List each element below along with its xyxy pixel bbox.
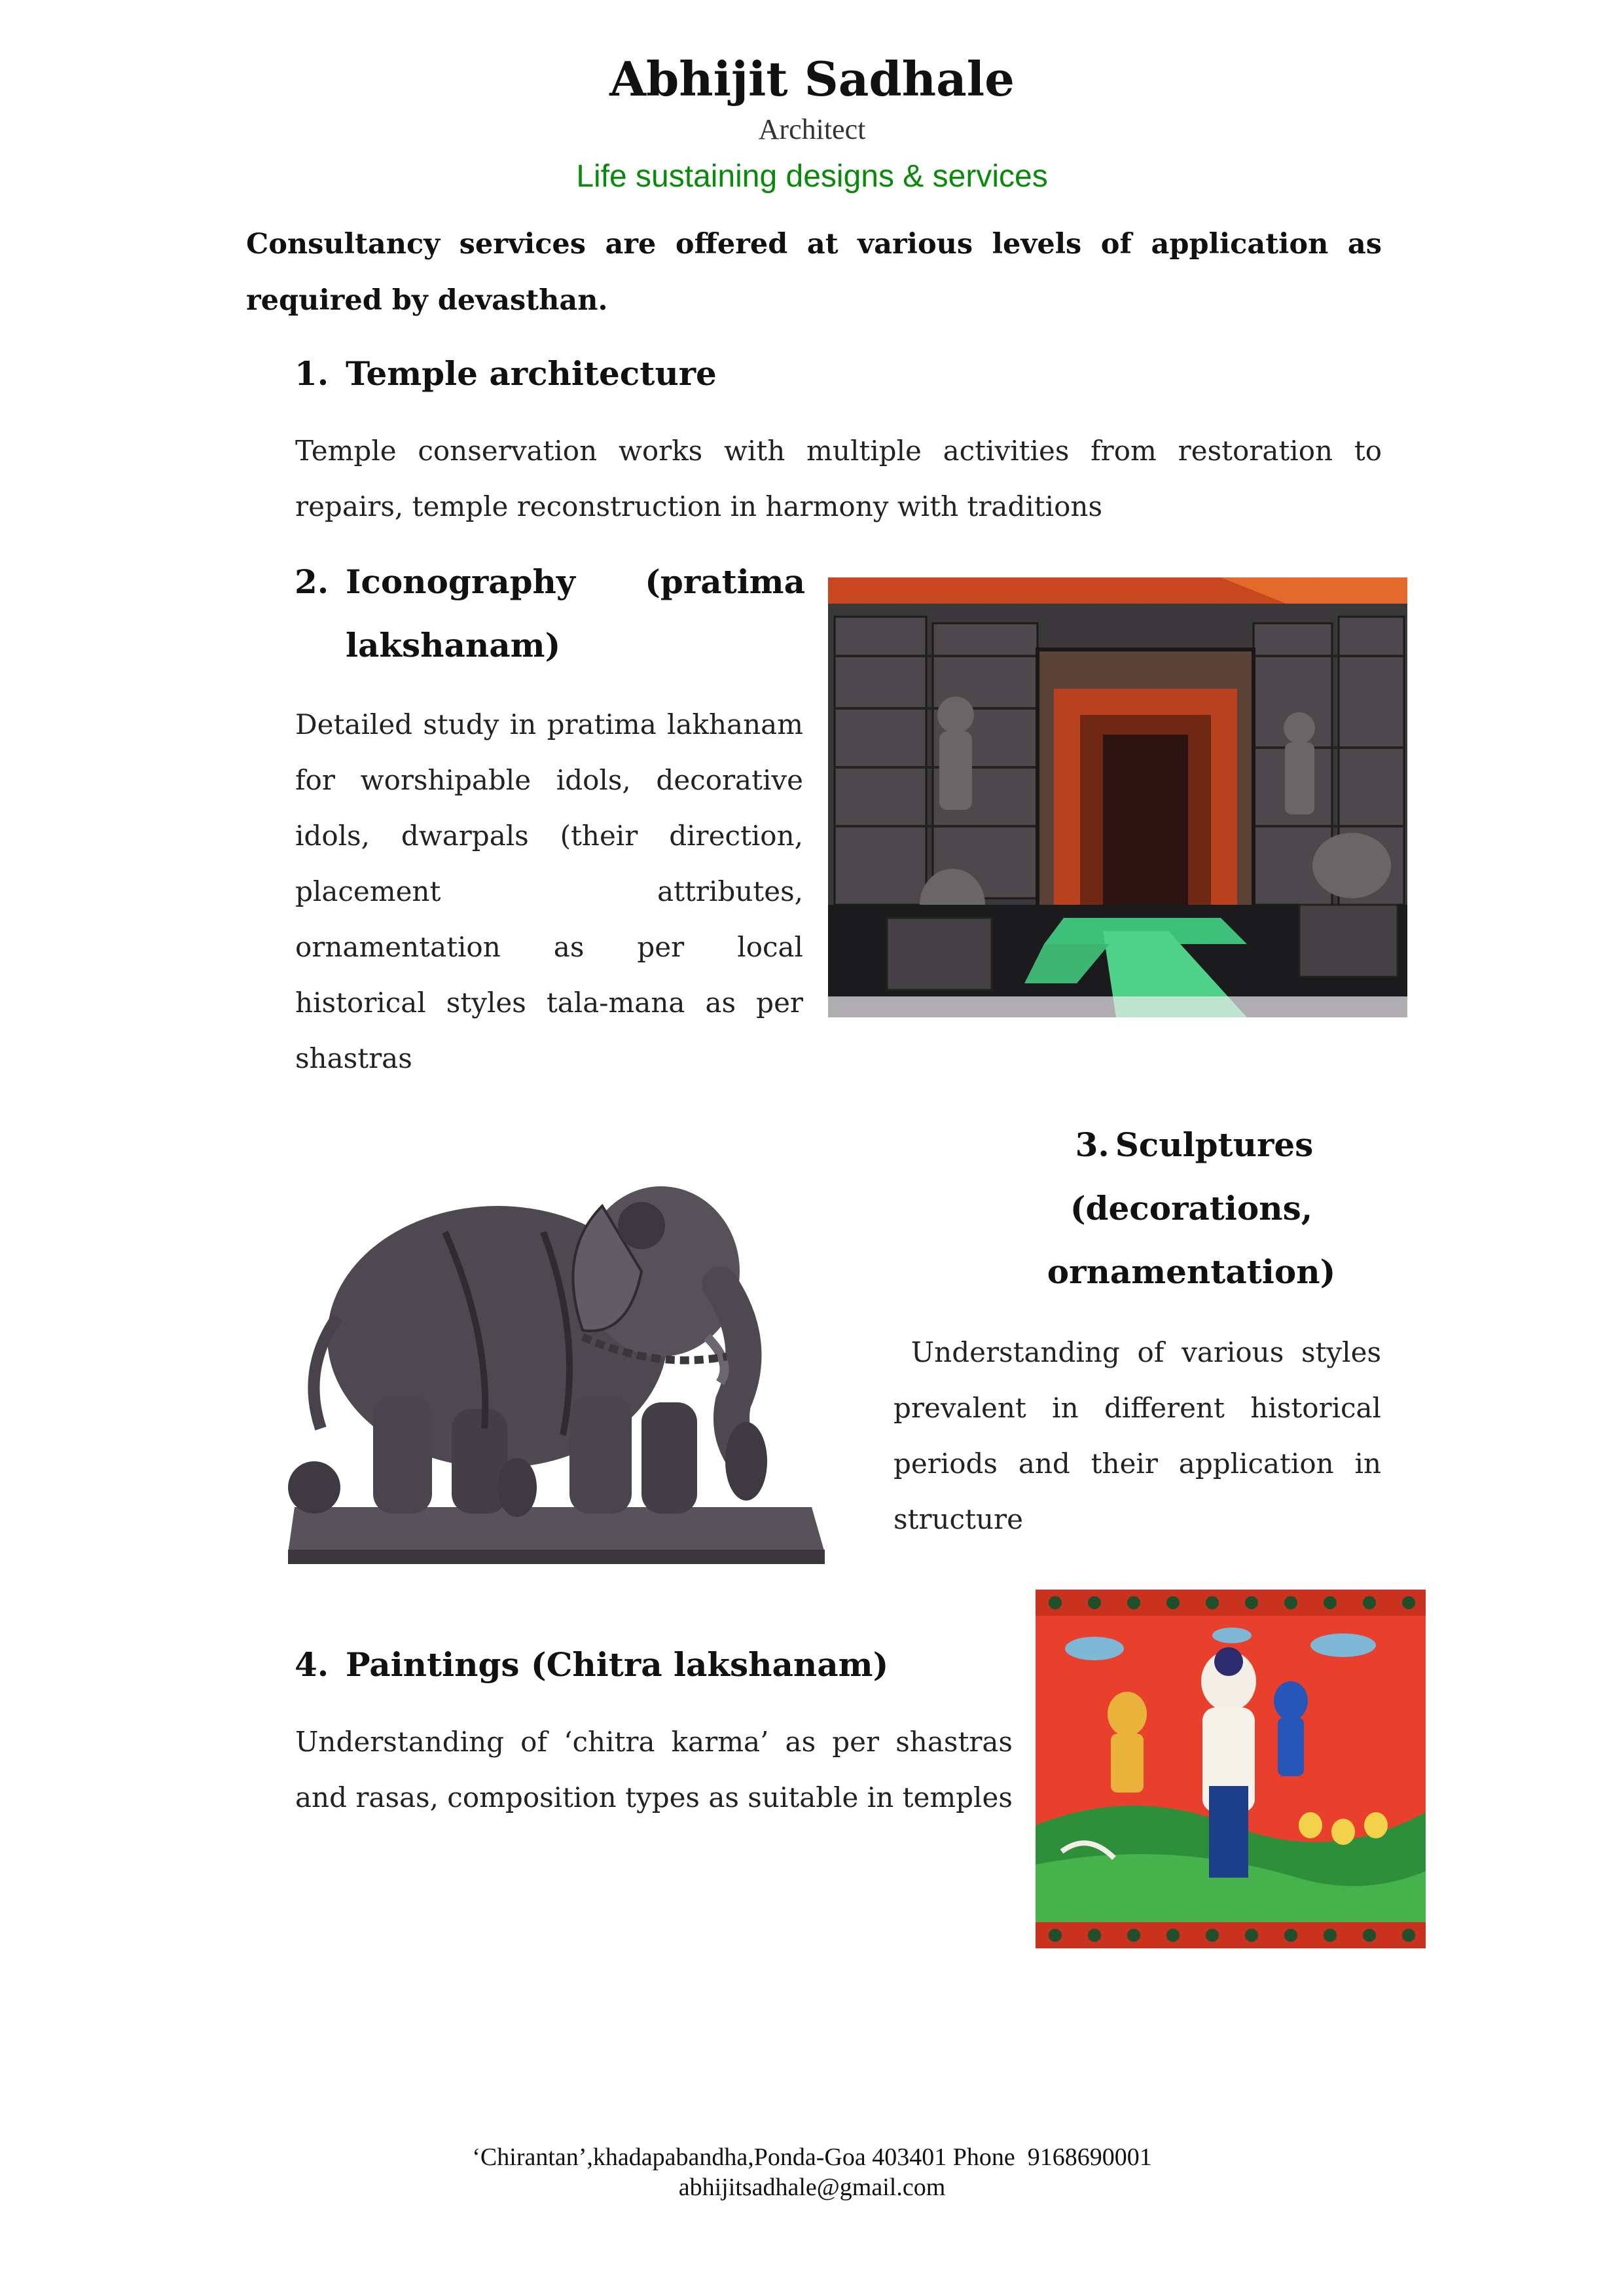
elephant-sculpture-image [275,1121,874,1625]
section-4-text: Understanding of ‘chitra karma’ as per shastras and rasas, composition types as suitable in temples [295,1726,1013,1813]
section-2-number: 2. [295,562,329,601]
section-1-number: 1. [295,354,329,393]
section-1-title: Temple architecture [346,354,717,393]
section-1-heading [295,342,1342,405]
section-3-title-line2: (decorations, [1070,1189,1313,1228]
section-2-heading [295,550,805,677]
section-1-text: Temple conservation works with multiple activities from restoration to repairs, temple reconstruction in harmony with traditions [295,435,1382,522]
temple-entrance-image [828,577,1407,1017]
section-4-heading [295,1633,1015,1696]
intro-paragraph: Consultancy services are offered at various levels of application as required by devasthan. [246,228,1382,317]
section-2-title-line2: lakshanam) [346,626,561,665]
section-3-title-line3: ornamentation) [1047,1252,1336,1291]
section-3-number: 3. [1075,1125,1110,1164]
section-4-number: 4. [295,1645,329,1684]
section-3-heading [1034,1113,1348,1303]
section-2-title-line1: Iconography [346,562,575,601]
footer-email[interactable]: abhijitsadhale@gmail.com [678,2174,946,2201]
chitra-painting-image [1036,1590,1426,1948]
section-4-title: Paintings (Chitra lakshanam) [346,1645,889,1684]
footer-address: ‘Chirantan’,khadapabandha,Ponda-Goa 403401 Phone 9168690001 [472,2143,1152,2171]
letterhead-name: Abhijit Sadhale [609,51,1015,107]
letterhead-role: Architect [758,113,866,145]
section-2-title-line1b: (pratima [645,562,805,601]
letterhead-tagline: Life sustaining designs & services [576,159,1048,194]
section-3-title-line1: Sculptures [1115,1125,1314,1164]
section-3-text: Understanding of various styles prevalent in different historical periods and their application in structure [893,1336,1390,1535]
section-2-text: Detailed study in pratima lakhanam for worshipable idols, decorative idols, dwarpals (their direction, placement attributes, ornamentation as per local historical styles tala-mana as per shastras [295,708,803,1074]
